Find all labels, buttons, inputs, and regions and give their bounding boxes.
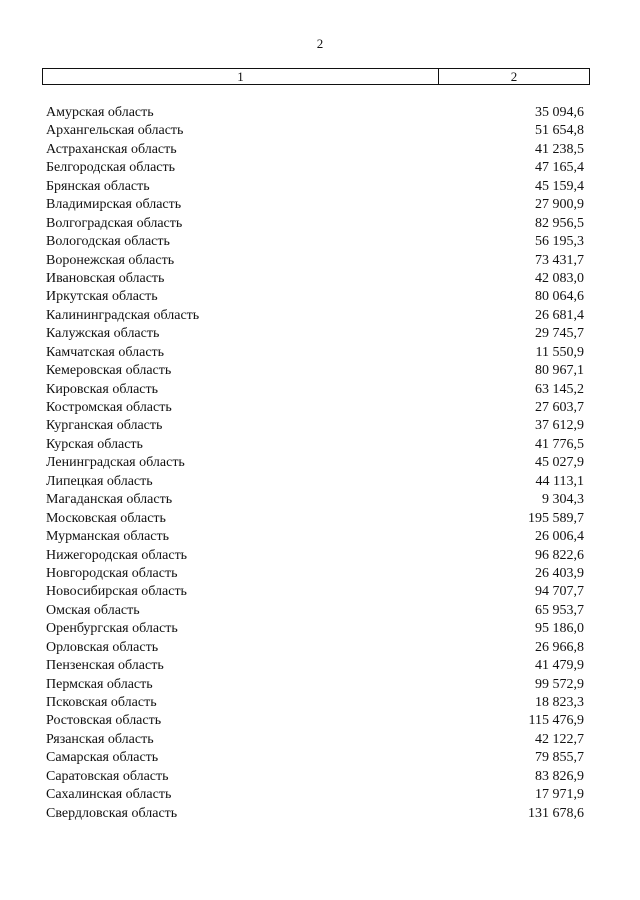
region-value: 42 122,7	[535, 731, 584, 747]
table-row	[46, 141, 584, 159]
region-name: Брянская область	[46, 178, 150, 194]
table-row	[46, 362, 584, 380]
table-row	[46, 159, 584, 177]
region-name: Владимирская область	[46, 197, 182, 213]
table-row	[46, 731, 584, 749]
region-value: 44 113,1	[535, 473, 584, 489]
region-name: Самарская область	[46, 750, 159, 766]
table-row	[46, 436, 584, 454]
region-value: 41 776,5	[535, 436, 584, 452]
region-value: 41 238,5	[535, 141, 584, 157]
table-row	[46, 381, 584, 399]
table-row	[46, 122, 584, 140]
region-value: 41 479,9	[535, 658, 584, 674]
region-name: Оренбургская область	[46, 621, 178, 637]
table-row	[46, 215, 584, 233]
table-row	[46, 454, 584, 472]
region-value: 96 822,6	[535, 547, 584, 563]
region-value: 83 826,9	[535, 768, 584, 784]
region-name: Кемеровская область	[46, 363, 172, 379]
region-name: Иркутская область	[46, 289, 158, 305]
region-name: Свердловская область	[46, 805, 178, 821]
region-value: 26 681,4	[535, 307, 584, 323]
region-value: 45 159,4	[535, 178, 584, 194]
region-value: 27 603,7	[535, 400, 584, 415]
header-column-2: 2	[510, 69, 518, 84]
region-name: Курганская область	[46, 418, 163, 434]
region-name: Калининградская область	[46, 307, 200, 323]
page-number: 2	[316, 36, 324, 51]
region-value: 56 195,3	[535, 234, 584, 250]
region-value: 79 855,7	[535, 750, 584, 766]
region-name: Липецкая область	[46, 473, 153, 489]
region-value: 26 006,4	[535, 529, 584, 545]
region-name: Мурманская область	[46, 529, 170, 545]
table-row	[46, 491, 584, 509]
region-value: 95 186,0	[535, 621, 584, 637]
table-row	[46, 510, 584, 528]
region-value: 27 900,9	[535, 197, 584, 213]
table-row	[46, 620, 584, 638]
region-value: 65 953,7	[535, 602, 584, 618]
table-row	[46, 749, 584, 767]
region-name: Пензенская область	[46, 658, 164, 674]
table-row	[46, 233, 584, 251]
table-row	[46, 473, 584, 491]
region-value: 63 145,2	[535, 381, 584, 397]
region-name: Саратовская область	[46, 768, 169, 784]
table-row	[46, 252, 584, 270]
region-value: 45 027,9	[535, 455, 584, 471]
table-row	[46, 325, 584, 343]
region-name: Пермская область	[46, 676, 153, 692]
table-row	[46, 786, 584, 804]
region-name: Сахалинская область	[46, 787, 172, 803]
table-row	[46, 547, 584, 565]
region-value: 47 165,4	[535, 160, 584, 176]
table-row	[46, 196, 584, 214]
region-value: 11 550,9	[535, 344, 584, 360]
table-row	[46, 694, 584, 712]
region-value: 73 431,7	[535, 252, 584, 268]
table-header	[42, 68, 590, 85]
region-name: Вологодская область	[46, 234, 170, 250]
region-value: 37 612,9	[535, 418, 584, 434]
table-row	[46, 307, 584, 325]
header-column-1: 1	[43, 69, 439, 84]
region-value: 42 083,0	[535, 270, 584, 286]
region-name: Ивановская область	[46, 270, 165, 286]
table-row	[46, 768, 584, 786]
region-name: Астраханская область	[46, 141, 177, 157]
region-value: 17 971,9	[535, 787, 584, 803]
region-value: 35 094,6	[535, 105, 584, 120]
region-name: Новосибирская область	[46, 584, 187, 600]
table-row	[46, 602, 584, 620]
table-row	[46, 344, 584, 362]
table-row	[46, 288, 584, 306]
table-row	[46, 583, 584, 601]
region-value: 51 654,8	[535, 123, 584, 139]
table-row	[46, 676, 584, 694]
region-value: 94 707,7	[535, 584, 584, 600]
region-name: Магаданская область	[46, 492, 173, 508]
table-row	[46, 712, 584, 730]
region-name: Белгородская область	[46, 160, 176, 176]
region-value: 26 403,9	[535, 565, 584, 581]
region-name: Рязанская область	[46, 731, 154, 747]
table-row	[46, 399, 584, 417]
region-value: 26 966,8	[535, 639, 584, 655]
region-value: 195 589,7	[528, 510, 584, 526]
region-value: 131 678,6	[528, 805, 584, 821]
region-name: Кировская область	[46, 381, 159, 397]
region-value: 18 823,3	[535, 695, 584, 710]
table-row	[46, 178, 584, 196]
region-value: 29 745,7	[535, 326, 584, 342]
region-name: Ростовская область	[46, 713, 162, 729]
table-row	[46, 417, 584, 435]
region-value: 82 956,5	[535, 215, 584, 231]
region-name: Псковская область	[46, 695, 157, 710]
region-value: 9 304,3	[542, 492, 584, 508]
table-row	[46, 270, 584, 288]
table-body	[46, 104, 584, 823]
region-name: Волгоградская область	[46, 215, 183, 231]
region-name: Омская область	[46, 602, 140, 618]
table-row	[46, 805, 584, 823]
region-value: 80 064,6	[535, 289, 584, 305]
region-value: 99 572,9	[535, 676, 584, 692]
region-value: 115 476,9	[528, 713, 584, 729]
region-name: Костромская область	[46, 400, 172, 415]
region-name: Курская область	[46, 436, 143, 452]
region-name: Нижегородская область	[46, 547, 188, 563]
table-row	[46, 565, 584, 583]
table-row	[46, 528, 584, 546]
region-name: Орловская область	[46, 639, 159, 655]
region-name: Архангельская область	[46, 123, 184, 139]
region-name: Воронежская область	[46, 252, 175, 268]
region-name: Камчатская область	[46, 344, 165, 360]
table-row	[46, 104, 584, 122]
table-row	[46, 657, 584, 675]
region-value: 80 967,1	[535, 363, 584, 379]
region-name: Новгородская область	[46, 565, 178, 581]
region-name: Амурская область	[46, 105, 154, 120]
table-row	[46, 639, 584, 657]
region-name: Калужская область	[46, 326, 160, 342]
region-name: Московская область	[46, 510, 166, 526]
region-name: Ленинградская область	[46, 455, 185, 471]
